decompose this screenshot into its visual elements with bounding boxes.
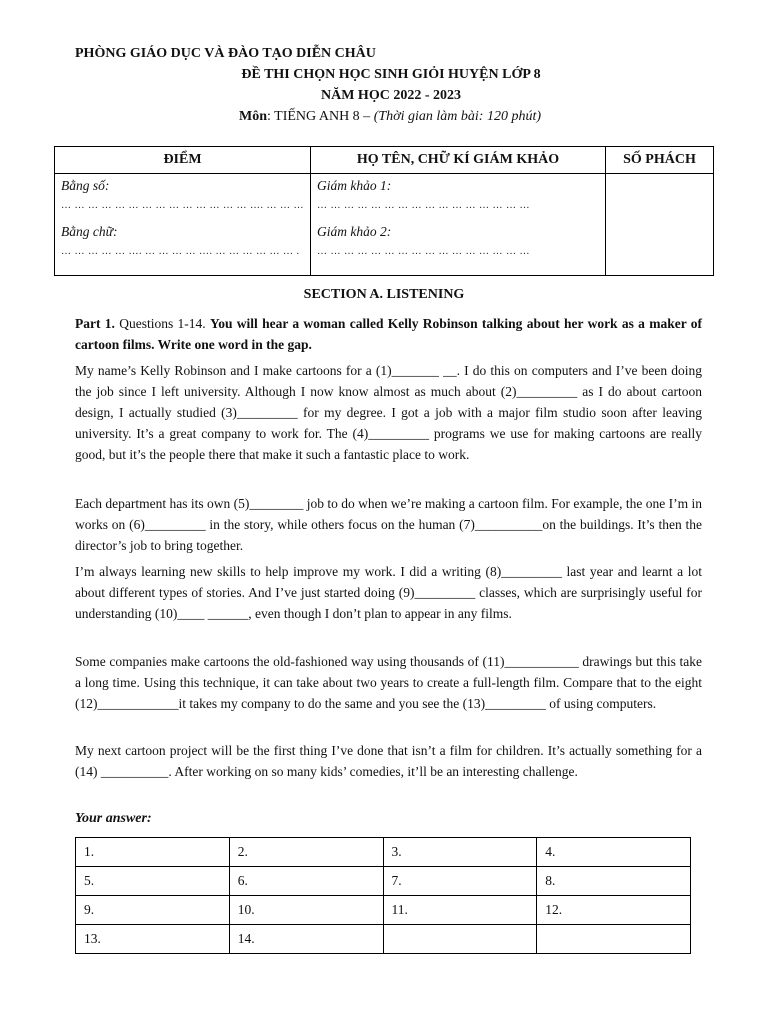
paragraph-2 [75, 493, 702, 556]
score-cell [55, 174, 311, 276]
part1-instruction: You will hear a woman called Kelly Robinson talking about her work as a maker of cartoon films. Write one word in the gap. [75, 316, 703, 352]
answer-table [75, 837, 691, 954]
answer-label: Your answer: [75, 811, 152, 826]
part1-instructions [75, 313, 702, 355]
paragraph-1-text: My name’s Kelly Robinson and I make cartoons for a (1)_______ __. I do this on computers and I’ve been doing the job since I left university. Although I now know almost as much about (2)_________ as I do about cartoon design, I actually studied (3)_________ for my degree. I got a job with a major film studio soon after leaving university. It’s a great company to work for. The (4)_________ programs we use for making cartoons are really good, but it’s the people there that make it such a fantastic place to work. [75, 363, 702, 462]
examiner2-dots: … … … … … … … … … … … … … … … … [317, 246, 530, 257]
grade-table-header [55, 147, 714, 174]
paragraph-4 [75, 651, 702, 714]
part1-questions: Questions 1-14. [114, 316, 210, 331]
paragraph-4-text: Some companies make cartoons the old-fashioned way using thousands of (11)___________ drawings but this take a long time. Using this technique, it can take about two years to create a full-length film. Compare that to the eight (12)____________it takes my company to do the same and you see the (13)_________ of using computers. [75, 654, 702, 711]
answer-cell-9[interactable]: 9. [76, 896, 230, 925]
answer-cell-10[interactable]: 10. [229, 896, 383, 925]
paragraph-3 [75, 561, 702, 624]
examiner1-label: Giám khảo 1: [317, 178, 392, 193]
answer-cell-empty-2 [537, 925, 691, 954]
exam-title: ĐỀ THI CHỌN HỌC SINH GIỎI HUYỆN LỚP 8 [241, 67, 541, 82]
answer-row [76, 838, 691, 867]
score-numeric-label: Bằng số: [61, 178, 110, 193]
answer-cell-1[interactable]: 1. [76, 838, 230, 867]
answer-cell-4[interactable]: 4. [537, 838, 691, 867]
paragraph-5 [75, 740, 702, 782]
answer-row [76, 867, 691, 896]
answer-cell-12[interactable]: 12. [537, 896, 691, 925]
part1-label: Part 1. [75, 316, 115, 331]
answer-cell-2[interactable]: 2. [229, 838, 383, 867]
answer-cell-5[interactable]: 5. [76, 867, 230, 896]
subject-value: : TIẾNG ANH 8 – [267, 109, 374, 124]
paragraph-2-text: Each department has its own (5)________ job to do when we’re making a cartoon film. For example, the one I’m in works on (6)_________ in the story, while others focus on the human (7)__________on the buildings. It’s then the director’s job to bring together. [75, 496, 702, 553]
answer-row [76, 896, 691, 925]
office-name: PHÒNG GIÁO DỤC VÀ ĐÀO TẠO DIỄN CHÂU [75, 46, 376, 61]
time-note: (Thời gian làm bài: 120 phút) [373, 109, 541, 124]
answer-cell-empty-1 [383, 925, 537, 954]
serial-cell [606, 174, 714, 276]
examiner1-dots: … … … … … … … … … … … … … … … … [317, 200, 530, 211]
answer-cell-14[interactable]: 14. [229, 925, 383, 954]
subject-line [0, 109, 768, 125]
answer-cell-11[interactable]: 11. [383, 896, 537, 925]
grade-table [54, 146, 714, 276]
subject-label: Môn [239, 109, 267, 124]
answer-row [76, 925, 691, 954]
score-header: ĐIỂM [55, 147, 311, 174]
serial-header: SỐ PHÁCH [606, 147, 714, 174]
paragraph-5-text: My next cartoon project will be the first thing I’ve done that isn’t a film for children. It’s actually something for a (14) __________. After working on so many kids’ comedies, it’ll be an interesting challenge. [75, 743, 702, 779]
answer-cell-13[interactable]: 13. [76, 925, 230, 954]
examiner-header: HỌ TÊN, CHỮ KÍ GIÁM KHẢO [311, 147, 606, 174]
answer-cell-3[interactable]: 3. [383, 838, 537, 867]
paragraph-1 [75, 360, 702, 465]
grade-table-row [55, 174, 714, 276]
school-year: NĂM HỌC 2022 - 2023 [321, 88, 461, 103]
examiner2-label: Giám khảo 2: [317, 224, 392, 239]
answer-cell-7[interactable]: 7. [383, 867, 537, 896]
score-numeric-dots: … … … … … … … … … … … … … … …. … … … [61, 200, 304, 211]
paragraph-3-text: I’m always learning new skills to help improve my work. I did a writing (8)_________ last year and learnt a lot about different types of stories. And I’ve just started doing (9)_________ classes, which are surprisingly useful for understanding (10)____ ______, even though I don’t plan to appear in any films. [75, 564, 702, 621]
examiner-cell [311, 174, 606, 276]
score-words-label: Bằng chữ: [61, 224, 118, 239]
answer-cell-8[interactable]: 8. [537, 867, 691, 896]
answer-cell-6[interactable]: 6. [229, 867, 383, 896]
section-title: SECTION A. LISTENING [303, 287, 465, 302]
score-words-dots: … … … … … …. … … … … …. … … … … … … . [61, 246, 300, 257]
